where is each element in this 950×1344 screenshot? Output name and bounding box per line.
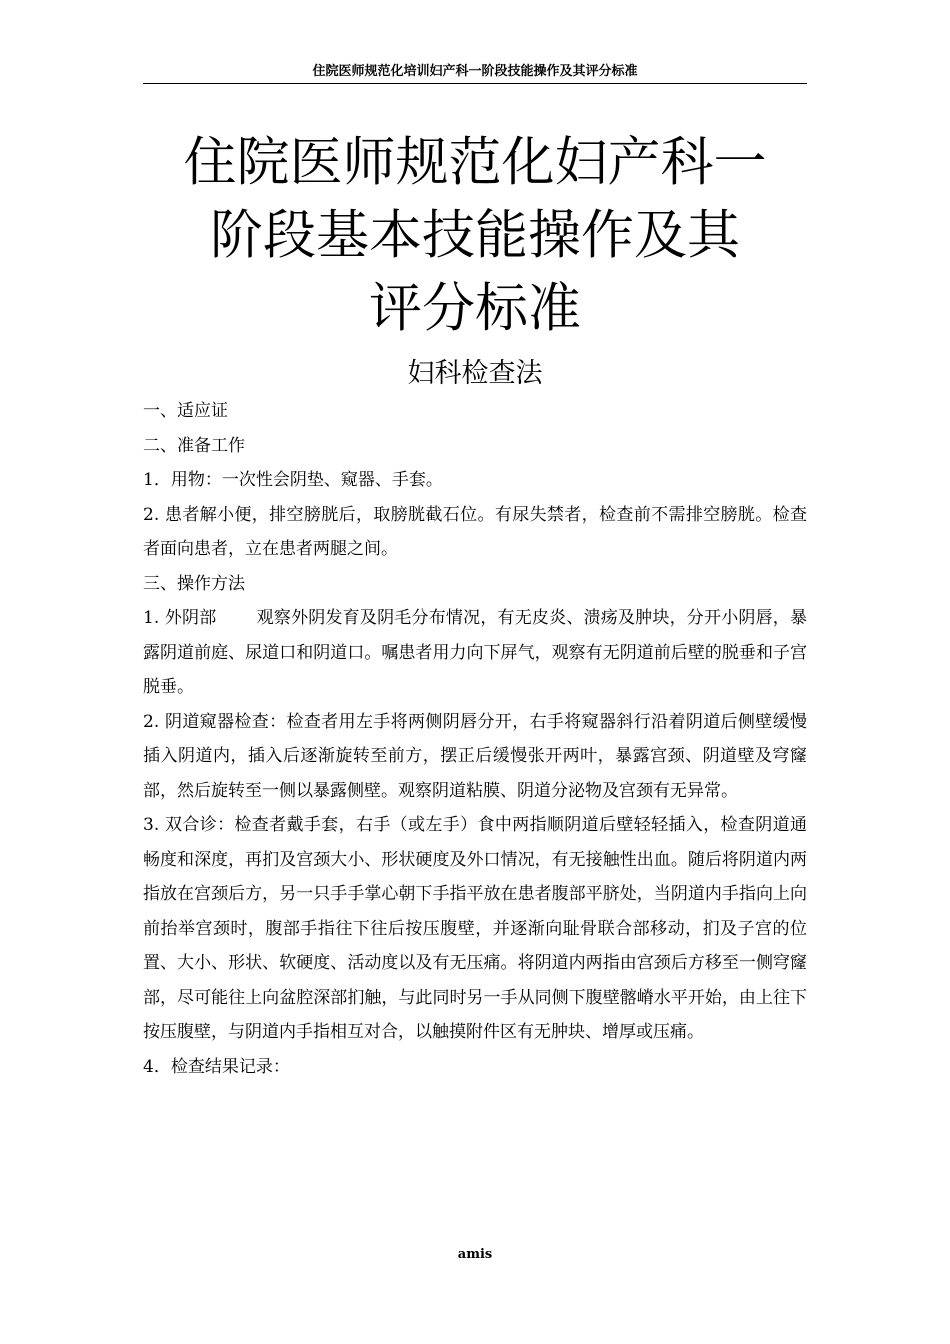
document-title-line-3: 评分标准 (369, 278, 581, 339)
heading-indications: 一、适应证 (143, 401, 228, 421)
paragraph-patient-position: 2. 患者解小便，排空膀胱后，取膀胱截石位。有尿失禁者，检查前不需排空膀胱。检查者面向患者，立在患者两腿之间。 (143, 504, 807, 559)
paragraph-vulva-text: 观察外阴发育及阴毛分布情况，有无皮炎、溃疡及肿块，分开小阴唇，暴露阴道前庭、尿道口和阴道口。嘱患者用力向下屏气，观察有无阴道前后壁的脱垂和子宫脱垂。 (143, 608, 808, 697)
running-header: 住院医师规范化培训妇产科一阶段技能操作及其评分标准 (312, 64, 638, 79)
section-title: 妇科检查法 (407, 358, 543, 389)
paragraph-supplies: 1．用物：一次性会阴垫、窥器、手套。 (143, 470, 443, 490)
paragraph-vulva (143, 601, 807, 705)
heading-preparation: 二、准备工作 (143, 435, 245, 456)
document-title (143, 126, 807, 345)
header-divider (143, 83, 807, 84)
paragraph-result-record: 4．检查结果记录： (143, 1056, 290, 1077)
paragraph-speculum-exam: 2. 阴道窥器检查：检查者用左手将两侧阴唇分开，右手将窥器斜行沿着阴道后侧壁缓慢插入阴道内，插入后逐渐旋转至前方，摆正后缓慢张开两叶，暴露宫颈、阴道壁及穹窿部，然后旋转至一侧以暴露侧壁。观察阴道粘膜、阴道分泌物及宫颈有无异常。 (143, 711, 807, 801)
document-body (143, 394, 807, 1084)
page-footer: amis (457, 1247, 493, 1262)
document-title-line-2: 阶段基本技能操作及其 (210, 205, 740, 266)
paragraph-vulva-label: 1. 外阴部 (143, 608, 217, 628)
document-title-line-1: 住院医师规范化妇产科一 (183, 132, 767, 193)
heading-procedure: 三、操作方法 (143, 573, 245, 594)
paragraph-bimanual-exam: 3. 双合诊：检查者戴手套，右手（或左手）食中两指顺阴道后壁轻轻插入，检查阴道通畅度和深度，再扪及宫颈大小、形状硬度及外口情况，有无接触性出血。随后将阴道内两指放在宫颈后方，另一只手手掌心朝下手指平放在患者腹部平脐处，当阴道内手指向上向前抬举宫颈时，腹部手指往下往后按压腹壁，并逐渐向耻骨联合部移动，扪及子宫的位置、大小、形状、软硬度、活动度以及有无压痛。将阴道内两指由宫颈后方移至一侧穹窿部，尽可能往上向盆腔深部扪触，与此同时另一手从同侧下腹壁髂嵴水平开始，由上往下按压腹壁，与阴道内手指相互对合，以触摸附件区有无肿块、增厚或压痛。 (143, 815, 807, 1042)
